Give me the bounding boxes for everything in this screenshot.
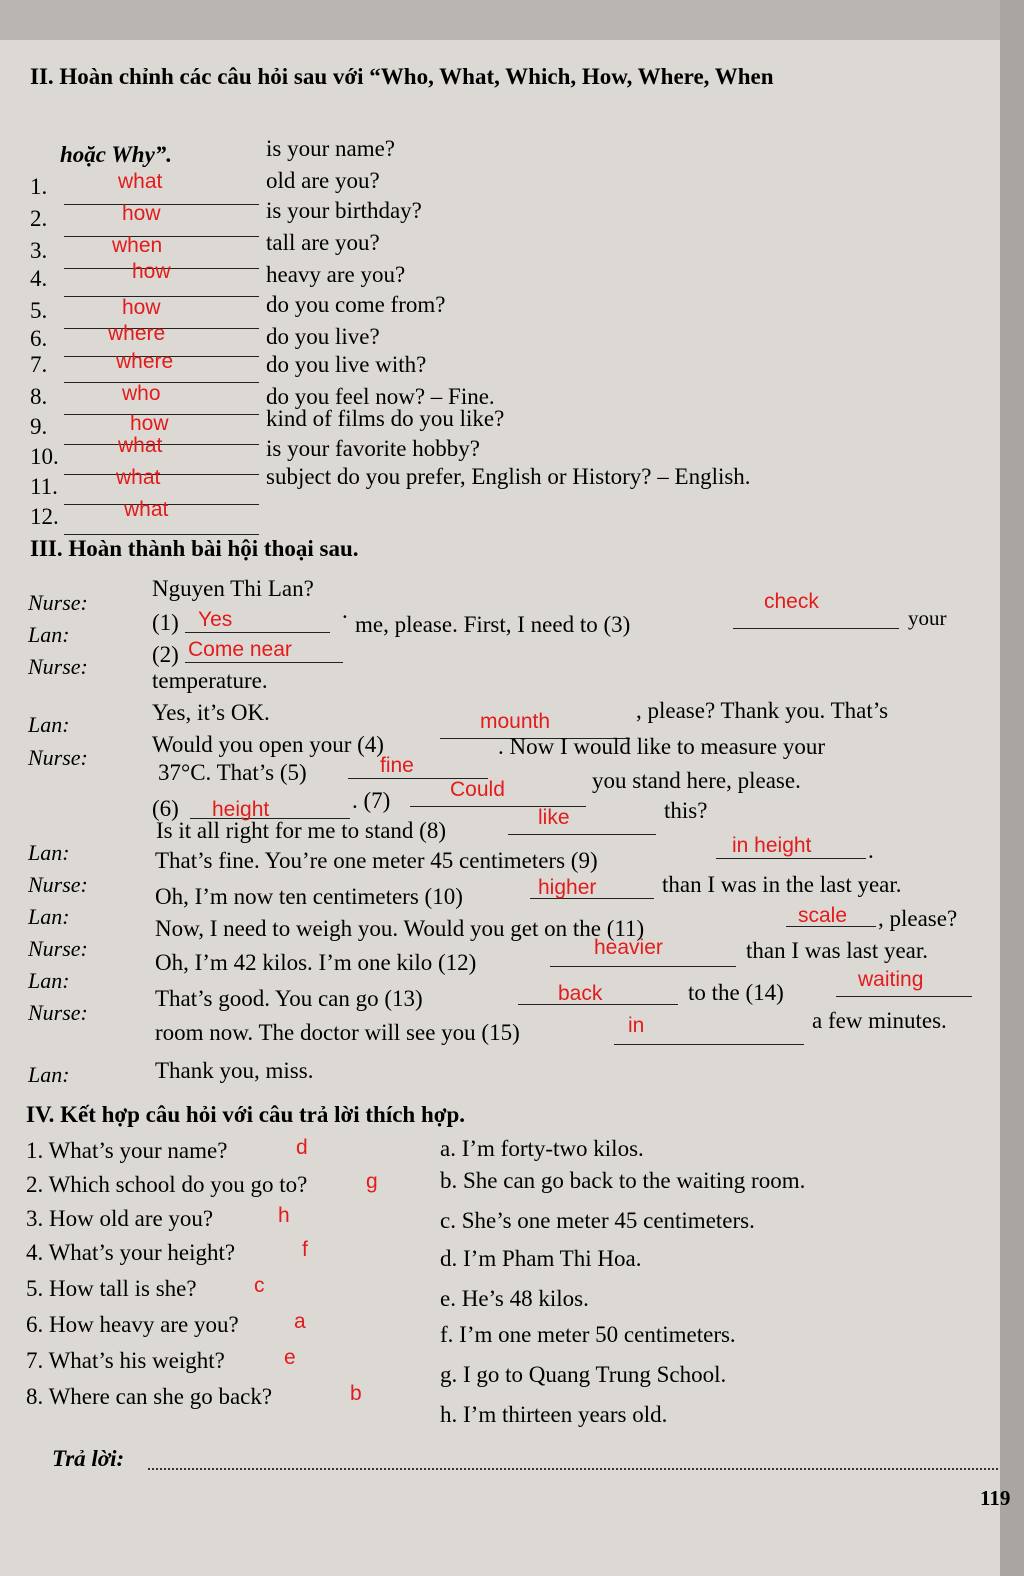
answer-blank: [185, 662, 343, 663]
answer-1: Yes: [198, 608, 233, 631]
dialogue-line: me, please. First, I need to (3): [355, 612, 631, 637]
match-question: 8. Where can she go back?: [26, 1384, 273, 1409]
speaker-lan: Lan:: [28, 1062, 70, 1087]
question-answer: what: [124, 498, 169, 521]
answer-blank: [836, 996, 972, 997]
dialogue-line: , please? Thank you. That’s: [636, 698, 889, 723]
dialogue-line: 37°C. That’s (5): [158, 760, 307, 785]
speaker-lan: Lan:: [28, 712, 70, 737]
question-answer: what: [118, 434, 163, 457]
question-text: subject do you prefer, English or History? – English.: [266, 464, 751, 489]
speaker-lan: Lan:: [28, 968, 70, 993]
answer-15: in: [628, 1014, 645, 1037]
question-answer: what: [118, 170, 163, 193]
match-answer-letter: b: [350, 1382, 362, 1405]
dialogue-line: Thank you, miss.: [155, 1058, 314, 1083]
question-text: do you come from?: [266, 292, 446, 317]
dialogue-line: temperature.: [152, 668, 268, 693]
question-number: 3.: [30, 238, 48, 263]
speaker-lan: Lan:: [28, 840, 70, 865]
question-text: kind of films do you like?: [266, 406, 505, 431]
question-number: 7.: [30, 352, 48, 377]
answer-3: check: [764, 590, 819, 613]
speaker-nurse: Nurse:: [28, 872, 88, 897]
match-option: b. She can go back to the waiting room.: [440, 1168, 806, 1193]
question-answer: who: [122, 382, 161, 405]
speaker-nurse: Nurse:: [28, 654, 88, 679]
match-answer-letter: f: [302, 1238, 308, 1261]
question-answer: when: [112, 234, 163, 257]
blank-number: (2): [152, 642, 179, 667]
answer-7: Could: [450, 778, 505, 801]
dialogue-line: Oh, I’m now ten centimeters (10): [155, 884, 463, 909]
match-answer-letter: h: [278, 1204, 290, 1227]
answer-11: scale: [798, 904, 848, 927]
dialogue-line: a few minutes.: [812, 1008, 947, 1033]
answer-blank: [550, 966, 736, 967]
dialogue-line: you stand here, please.: [592, 768, 801, 793]
question-text: is your birthday?: [266, 198, 422, 223]
match-option: f. I’m one meter 50 centimeters.: [440, 1322, 736, 1347]
section2-title-cont: hoặc Why”.: [60, 142, 173, 167]
answer-9: in height: [732, 834, 812, 857]
speaker-lan: Lan:: [28, 904, 70, 929]
question-text: is your favorite hobby?: [266, 436, 480, 461]
question-text: do you feel now? – Fine.: [266, 384, 495, 409]
dialogue-line: . Now I would like to measure your: [498, 734, 826, 759]
question-number: 2.: [30, 206, 48, 231]
blank-number: (6): [152, 796, 179, 821]
match-option: a. I’m forty-two kilos.: [440, 1136, 644, 1161]
answer-14: waiting: [858, 968, 924, 991]
match-question: 1. What’s your name?: [26, 1138, 228, 1163]
question-number: 11.: [30, 474, 58, 499]
dialogue-line: Would you open your (4): [152, 732, 384, 757]
question-number: 5.: [30, 298, 48, 323]
question-answer: how: [122, 296, 161, 319]
match-question: 5. How tall is she?: [26, 1276, 197, 1301]
question-text: tall are you?: [266, 230, 380, 255]
dialogue-line: this?: [664, 798, 708, 823]
question-number: 8.: [30, 384, 48, 409]
speaker-nurse: Nurse:: [28, 1000, 88, 1025]
reply-label: Trả lời:: [52, 1446, 125, 1471]
speaker-nurse: Nurse:: [28, 936, 88, 961]
punct: .: [342, 598, 348, 623]
answer-blank: [185, 632, 330, 633]
question-text: old are you?: [266, 168, 380, 193]
answer-blank: [716, 858, 866, 859]
match-option: h. I’m thirteen years old.: [440, 1402, 668, 1427]
dialogue-line: That’s fine. You’re one meter 45 centimeters (9): [155, 848, 598, 873]
dialogue-line: than I was in the last year.: [662, 872, 902, 897]
dialogue-line: That’s good. You can go (13): [155, 986, 423, 1011]
page-number: 119: [980, 1486, 1011, 1510]
dialogue-line: . (7): [352, 788, 391, 813]
answer-blank: [508, 834, 656, 835]
match-option: c. She’s one meter 45 centimeters.: [440, 1208, 755, 1233]
answer-2: Come near: [188, 638, 292, 661]
speaker-nurse: Nurse:: [28, 745, 88, 770]
reply-line: [148, 1468, 998, 1470]
answer-13: back: [558, 982, 603, 1005]
punct: .: [868, 838, 874, 863]
section2-title: II. Hoàn chỉnh các câu hỏi sau với “Who, What, Which, How, Where, When: [30, 64, 774, 89]
answer-blank: [64, 534, 259, 535]
match-question: 4. What’s your height?: [26, 1240, 236, 1265]
question-answer: what: [116, 466, 161, 489]
match-answer-letter: c: [254, 1274, 265, 1297]
answer-6: height: [212, 798, 270, 821]
match-answer-letter: a: [294, 1310, 306, 1333]
question-number: 6.: [30, 326, 48, 351]
dialogue-line: Nguyen Thi Lan?: [152, 576, 314, 601]
dialogue-line: your: [908, 606, 947, 630]
question-text: do you live with?: [266, 352, 427, 377]
match-question: 2. Which school do you go to?: [26, 1172, 308, 1197]
answer-10: higher: [538, 876, 597, 899]
match-question: 6. How heavy are you?: [26, 1312, 239, 1337]
answer-blank: [614, 1044, 804, 1045]
question-number: 9.: [30, 414, 48, 439]
question-number: 4.: [30, 266, 48, 291]
question-text: is your name?: [266, 136, 396, 161]
page-edge: [1000, 0, 1024, 1576]
answer-4: mounth: [480, 710, 551, 733]
match-question: 3. How old are you?: [26, 1206, 214, 1231]
answer-blank: [733, 628, 899, 629]
match-option: d. I’m Pham Thi Hoa.: [440, 1246, 642, 1271]
answer-blank: [64, 296, 259, 297]
question-number: 1.: [30, 174, 48, 199]
answer-12: heavier: [594, 936, 663, 959]
dialogue-line: Is it all right for me to stand (8): [156, 818, 446, 843]
answer-8: like: [538, 806, 570, 829]
question-answer: how: [130, 412, 169, 435]
question-answer: how: [122, 202, 161, 225]
answer-blank: [64, 204, 259, 205]
speaker-nurse: Nurse:: [28, 590, 88, 615]
answer-5: fine: [380, 754, 414, 777]
question-text: do you live?: [266, 324, 380, 349]
dialogue-line: , please?: [878, 906, 958, 931]
answer-blank: [64, 382, 259, 383]
section4-title: IV. Kết hợp câu hỏi với câu trả lời thích hợp.: [26, 1102, 466, 1127]
dialogue-line: to the (14): [688, 980, 784, 1005]
dialogue-line: than I was last year.: [746, 938, 929, 963]
blank-number: (1): [152, 610, 179, 635]
question-text: heavy are you?: [266, 262, 406, 287]
dialogue-line: Yes, it’s OK.: [152, 700, 270, 725]
match-option: e. He’s 48 kilos.: [440, 1286, 589, 1311]
match-question: 7. What’s his weight?: [26, 1348, 225, 1373]
question-number: 10.: [30, 444, 59, 469]
dialogue-line: room now. The doctor will see you (15): [155, 1020, 520, 1045]
speaker-lan: Lan:: [28, 622, 70, 647]
match-option: g. I go to Quang Trung School.: [440, 1362, 727, 1387]
question-number: 12.: [30, 504, 59, 529]
match-answer-letter: g: [366, 1170, 378, 1193]
question-answer: where: [116, 350, 174, 373]
question-answer: how: [132, 260, 171, 283]
dialogue-line: Oh, I’m 42 kilos. I’m one kilo (12): [155, 950, 477, 975]
match-answer-letter: e: [284, 1346, 296, 1369]
answer-blank: [64, 474, 259, 475]
section3-title: III. Hoàn thành bài hội thoại sau.: [30, 536, 359, 561]
dialogue-line: Now, I need to weigh you. Would you get on the (11): [155, 916, 645, 941]
question-answer: where: [108, 322, 166, 345]
match-answer-letter: d: [296, 1136, 308, 1159]
